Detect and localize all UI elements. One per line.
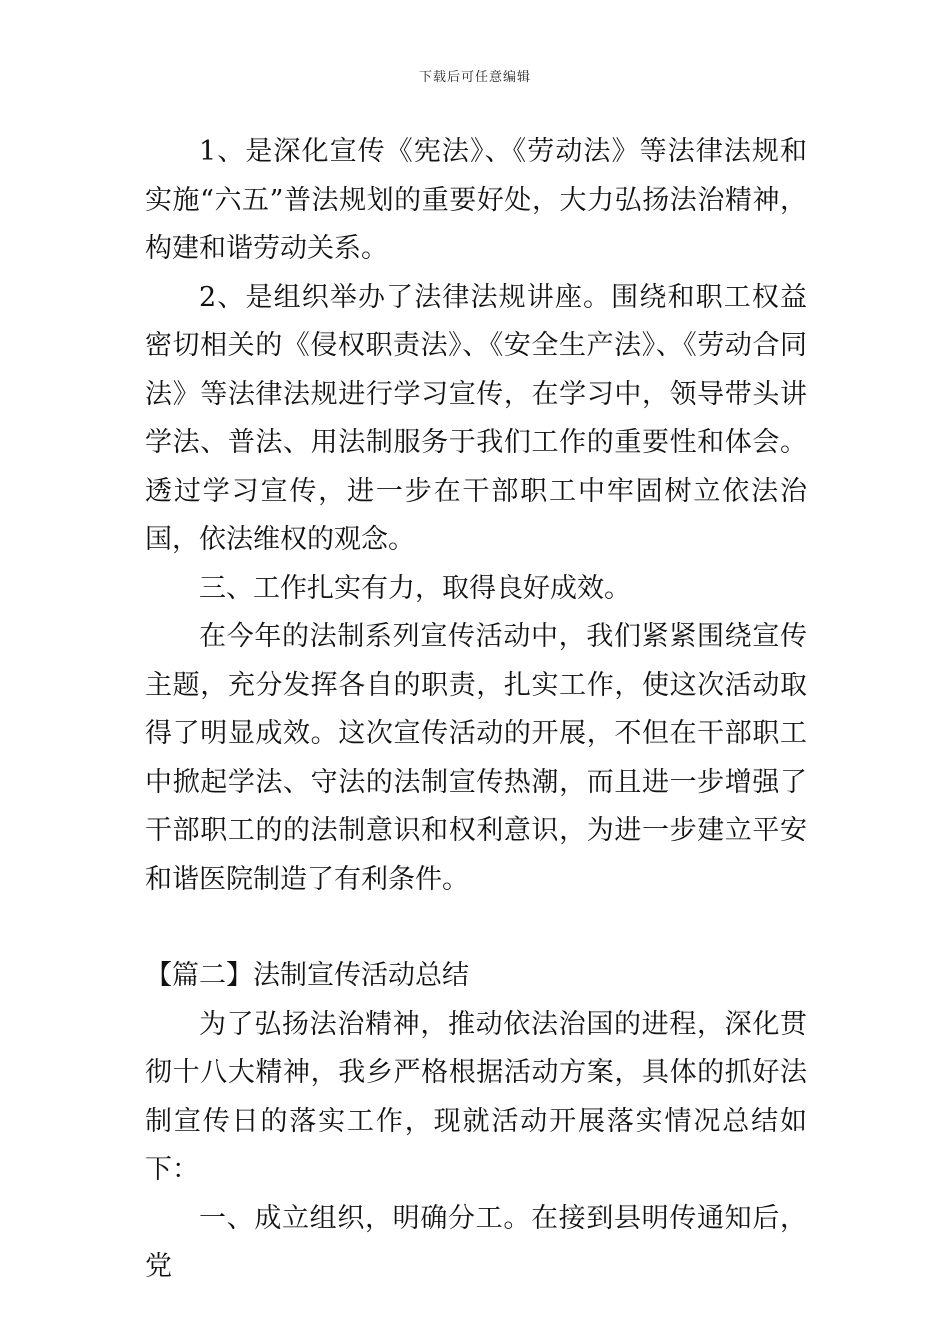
section-2-paragraph-1: 为了弘扬法治精神，推动依法治国的进程，深化贯彻十八大精神，我乡严格根据活动方案，具体的抓好法制宣传日的落实工作，现就活动开展落实情况总结如下： (145, 1008, 807, 1185)
paragraph-2: 2、是组织举办了法律法规讲座。围绕和职工权益密切相关的《侵权职责法》、《安全生产法》、《劳动合同法》等法律法规进行学习宣传，在学习中，领导带头讲学法、普法、用法制服务于我们工作的重要性和体会。透过学习宣传，进一步在干部职工中牢固树立依法治国，依法维权的观念。 (145, 281, 807, 555)
document-body (145, 128, 807, 1292)
section-2-paragraph-2: 一、成立组织，明确分工。在接到县明传通知后，党 (145, 1202, 807, 1282)
header-note: 下载后可任意编辑 (418, 70, 531, 85)
paragraph-3-heading: 三、工作扎实有力，取得良好成效。 (199, 572, 631, 604)
paragraph-4: 在今年的法制系列宣传活动中，我们紧紧围绕宣传主题，充分发挥各自的职责，扎实工作，使这次活动取得了明显成效。这次宣传活动的开展，不但在干部职工中掀起学法、守法的法制宣传热潮，而且进一步增强了干部职工的的法制意识和权利意识，为进一步建立平安和谐医院制造了有利条件。 (145, 621, 807, 895)
paragraph-1: 1、是深化宣传《宪法》、《劳动法》等法律法规和实施“六五”普法规划的重要好处，大力弘扬法治精神，构建和谐劳动关系。 (145, 136, 807, 264)
section-2-title: 【篇二】法制宣传活动总结 (145, 960, 469, 991)
